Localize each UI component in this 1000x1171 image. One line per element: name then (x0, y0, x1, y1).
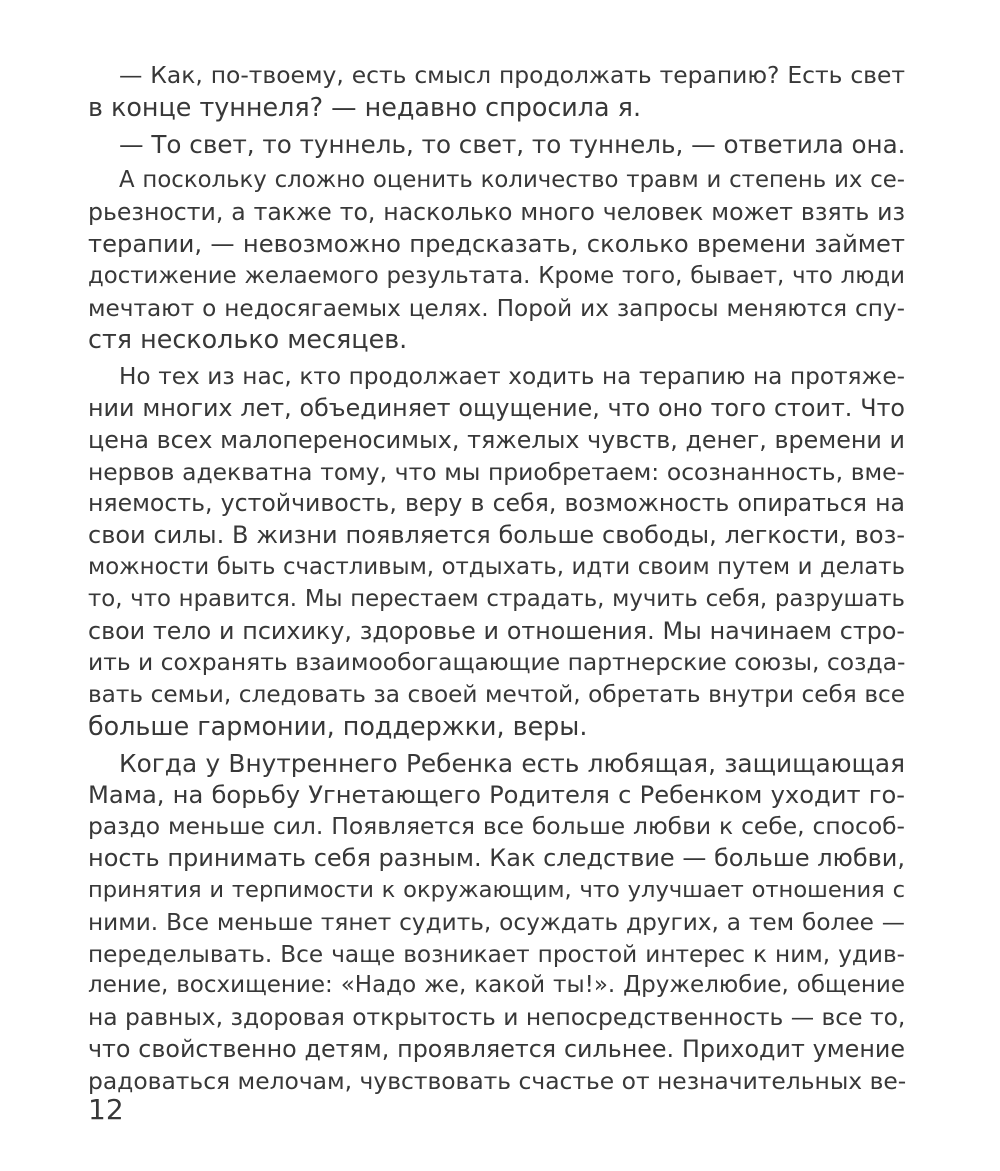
text-line: нии многих лет, объединяет ощущение, что оно того стоит. Что (88, 393, 905, 422)
text-line: в конце туннеля? — недавно спросила я. (88, 91, 642, 122)
text-line: нервов адекватна тому, что мы приобретаем: осознанность, вме- (88, 457, 905, 486)
text-line: стя несколько месяцев. (88, 324, 408, 355)
text-line: радоваться мелочам, чувствовать счастье от незначительных ве- (88, 1066, 907, 1095)
text-line: свои силы. В жизни появляется больше свободы, легкости, воз- (88, 521, 905, 550)
paragraph-therapy-duration (88, 165, 905, 356)
text-line: раздо меньше сил. Появляется все больше любви к себе, способ- (88, 812, 905, 841)
text-line: Мама, на борьбу Угнетающего Родителя с Ребенком уходит го- (88, 780, 905, 809)
text-line: — Как, по-твоему, есть смысл продолжать терапию? Есть свет (119, 61, 905, 89)
text-line: А поскольку сложно оценить количество травм и степень их се- (119, 167, 905, 194)
text-line: Но тех из нас, кто продолжает ходить на терапию на протяже- (119, 363, 905, 391)
text-line: больше гармонии, поддержки, веры. (88, 710, 588, 741)
text-line: ность принимать себя разным. Как следствие — больше любви, (88, 844, 905, 873)
text-line: мечтают о недосягаемых целях. Порой их запросы меняются спу- (88, 294, 905, 322)
text-line: можности быть счастливым, отдыхать, идти своим путем и делать (88, 553, 905, 580)
text-line: — То свет, то туннель, то свет, то туннель, — ответила она. (119, 129, 906, 159)
text-line: переделывать. Все чаще возникает простой интерес к ним, удив- (88, 940, 905, 968)
text-line: свои тело и психику, здоровье и отношения. Мы начинаем стро- (88, 616, 905, 645)
paragraph-dialogue-answer (88, 129, 905, 161)
text-line: что свойственно детям, проявляется сильнее. Приходит умение (88, 1034, 905, 1063)
text-line: достижение желаемого результата. Кроме того, бывает, что люди (88, 262, 905, 289)
paragraph-therapy-benefits (88, 361, 905, 743)
paragraph-dialogue-question (88, 60, 905, 124)
text-line: ление, восхищение: «Надо же, какой ты!». Дружелюбие, общение (88, 972, 905, 999)
text-line: принятия и терпимости к окружающим, что улучшает отношения с (88, 876, 905, 903)
text-line: ить и сохранять взаимообогащающие партнерские союзы, созда- (88, 648, 906, 677)
text-line: Когда у Внутреннего Ребенка есть любящая, защищающая (119, 748, 905, 778)
text-line: на равных, здоровая открытость и непосредственность — все то, (88, 1003, 906, 1032)
page-number: 12 (88, 1093, 124, 1126)
text-line: вать семьи, следовать за своей мечтой, обретать внутри себя все (88, 681, 905, 709)
text-line: рьезности, а также то, насколько много человек может взять из (88, 198, 905, 227)
text-line: цена всех малопереносимых, тяжелых чувств, денег, времени и (88, 425, 905, 454)
text-line: то, что нравится. Мы перестаем страдать, мучить себя, разрушать (88, 585, 905, 612)
text-line: няемость, устойчивость, веру в себя, возможность опираться на (88, 489, 905, 518)
body-text (88, 60, 905, 1098)
paragraph-inner-child (88, 748, 905, 1098)
text-line: терапии, — невозможно предсказать, сколько времени займет (88, 229, 905, 258)
text-line: ними. Все меньше тянет судить, осуждать других, а тем более — (88, 908, 905, 936)
